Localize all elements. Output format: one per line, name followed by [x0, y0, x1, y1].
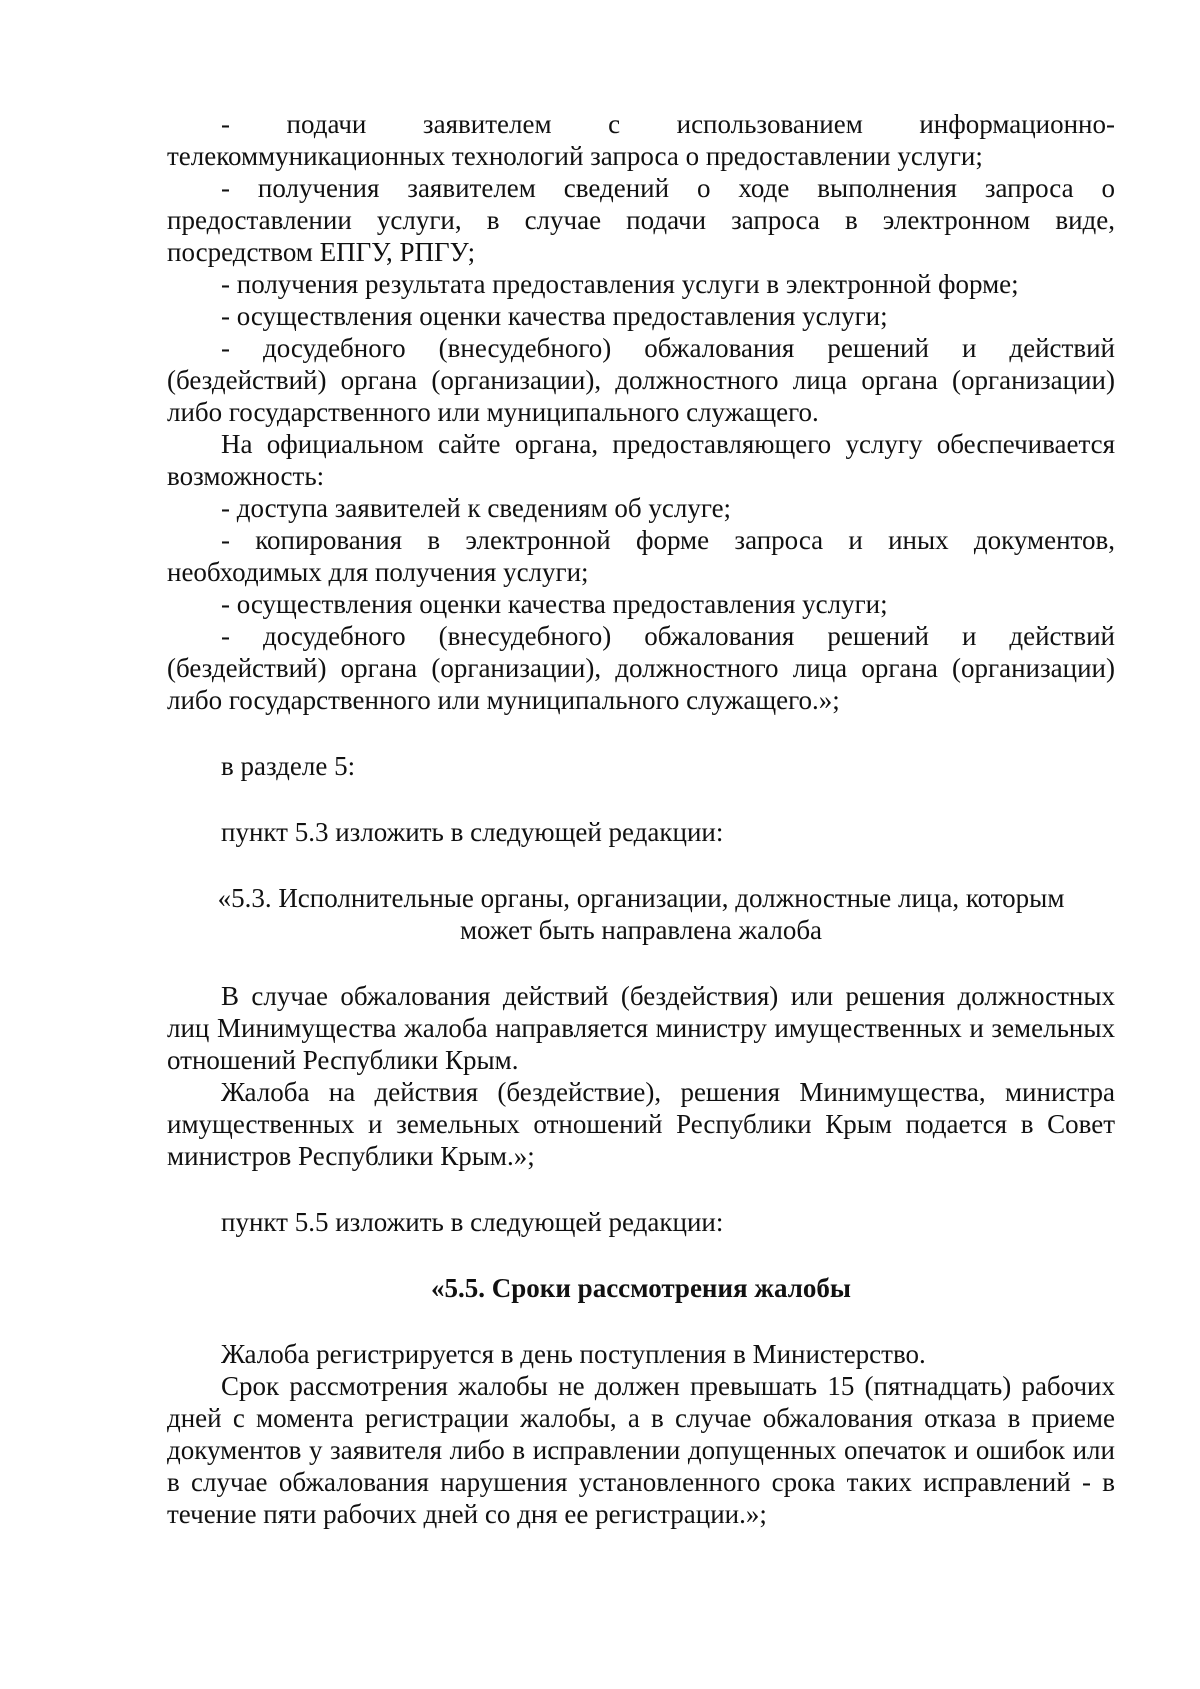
heading-5-3-line-1: «5.3. Исполнительные органы, организации, должностные лица, которым	[217, 883, 1065, 913]
paragraph-1: - подачи заявителем с использованием информационно-телекоммуникационных технологий запроса о предоставлении услуги;	[167, 109, 1115, 171]
paragraph-3: - получения результата предоставления услуги в электронной форме;	[221, 269, 1019, 299]
paragraph-10: - досудебного (внесудебного) обжалования решений и действий (бездействий) органа (организации), должностного лица органа (организации) либо государственного или муниципального служащего.»;	[167, 621, 1115, 715]
item-5-3-intro: пункт 5.3 изложить в следующей редакции:	[221, 817, 724, 847]
paragraph-5-5-a: Жалоба регистрируется в день поступления в Министерство.	[221, 1339, 926, 1369]
paragraph-9: - осуществления оценки качества предоставления услуги;	[221, 589, 888, 619]
spacer	[167, 716, 1115, 750]
spacer	[167, 1238, 1115, 1272]
paragraph-5-3-a: В случае обжалования действий (бездействия) или решения должностных лиц Минимущества жалоба направляется министру имущественных и земельных отношений Республики Крым.	[167, 981, 1115, 1075]
paragraph-8: - копирования в электронной форме запроса и иных документов, необходимых для получения услуги;	[167, 525, 1115, 587]
heading-5-3-line-2: может быть направлена жалоба	[459, 915, 823, 945]
spacer	[167, 1172, 1115, 1206]
paragraph-6: На официальном сайте органа, предоставляющего услугу обеспечивается возможность:	[167, 429, 1115, 491]
spacer	[167, 782, 1115, 816]
spacer	[167, 1304, 1115, 1338]
item-5-5-intro: пункт 5.5 изложить в следующей редакции:	[221, 1207, 724, 1237]
section-reference: в разделе 5:	[221, 751, 356, 781]
paragraph-5-3-b: Жалоба на действия (бездействие), решения Минимущества, министра имущественных и земельных отношений Республики Крым подается в Совет министров Республики Крым.»;	[167, 1077, 1115, 1171]
heading-5-5: «5.5. Сроки рассмотрения жалобы	[431, 1273, 851, 1303]
spacer	[167, 848, 1115, 882]
spacer	[167, 946, 1115, 980]
paragraph-2: - получения заявителем сведений о ходе выполнения запроса о предоставлении услуги, в случае подачи запроса в электронном виде, посредством ЕПГУ, РПГУ;	[167, 173, 1115, 267]
paragraph-5-5-b: Срок рассмотрения жалобы не должен превышать 15 (пятнадцать) рабочих дней с момента регистрации жалобы, а в случае обжалования отказа в приеме документов у заявителя либо в исправлении допущенных опечаток и ошибок или в случае обжалования нарушения установленного срока таких исправлений - в течение пяти рабочих дней со дня ее регистрации.»;	[167, 1371, 1115, 1529]
paragraph-5: - досудебного (внесудебного) обжалования решений и действий (бездействий) органа (организации), должностного лица органа (организации) либо государственного или муниципального служащего.	[167, 333, 1115, 427]
paragraph-4: - осуществления оценки качества предоставления услуги;	[221, 301, 888, 331]
paragraph-7: - доступа заявителей к сведениям об услуге;	[221, 493, 732, 523]
document-body	[167, 108, 1115, 1530]
